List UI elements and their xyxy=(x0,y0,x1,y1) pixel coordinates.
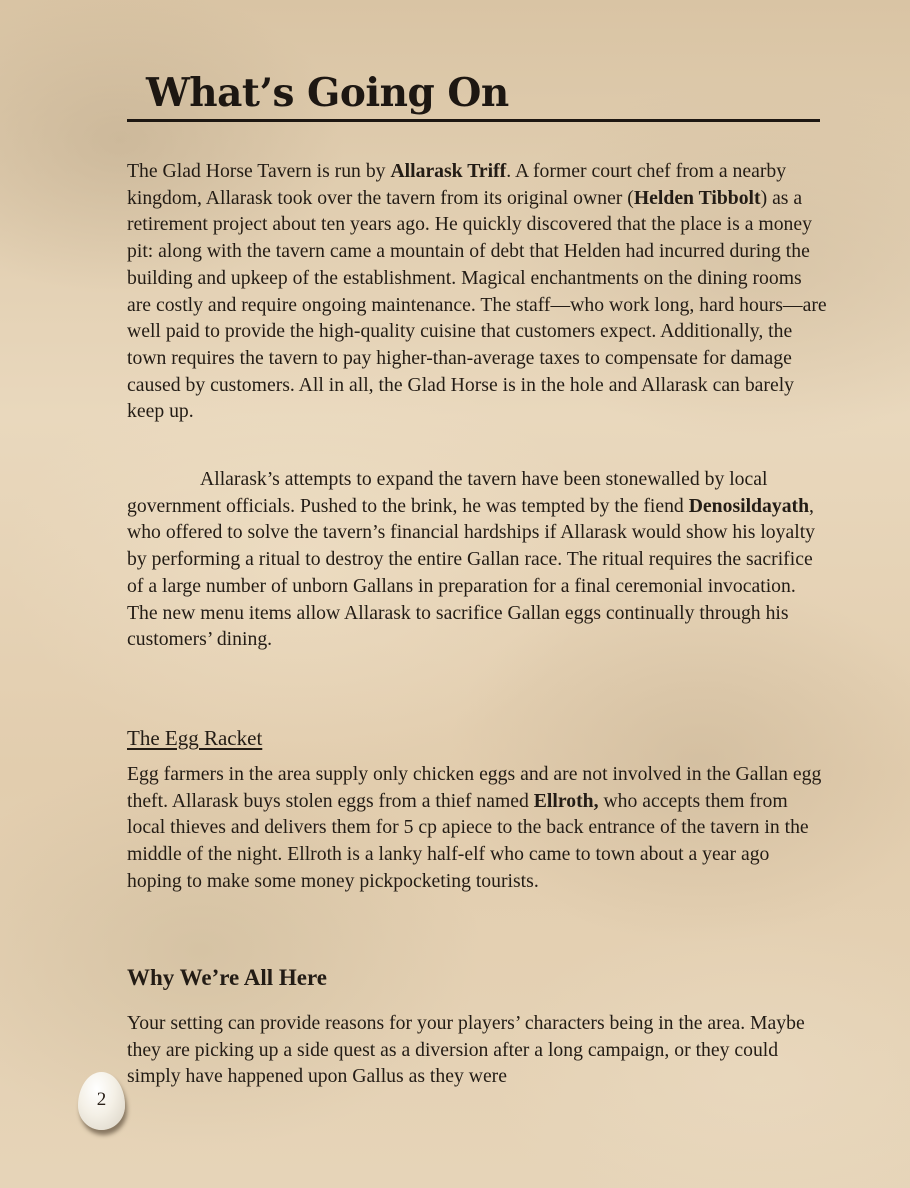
why-heading: Why We’re All Here xyxy=(127,965,327,990)
text-run: who accepts them from local thieves and delivers them for 5 cp apiece to the back entrance of the tavern in the middle of the night. Ellroth is a lanky half-elf who came to town about a year ago hoping to make some money pickpocketing tourists. xyxy=(127,789,809,892)
egg-racket-paragraph xyxy=(127,761,827,895)
egg-racket-text xyxy=(127,761,827,895)
bold-name: Ellroth, xyxy=(533,789,599,812)
text-run: . A former court chef from a nearby kingdom, Allarask took over the tavern from its original owner ( xyxy=(127,160,787,209)
intro-paragraph xyxy=(127,158,827,425)
text-run: Egg farmers in the area supply only chicken eggs and are not involved in the Gallan egg theft. Allarask buys stolen eggs from a thief named xyxy=(127,763,822,812)
expansion-paragraph xyxy=(127,466,827,653)
text-run: The Glad Horse Tavern is run by xyxy=(127,160,391,182)
intro-text xyxy=(127,158,827,425)
bold-name: Helden Tibbolt xyxy=(633,186,761,209)
expansion-text xyxy=(127,466,827,653)
text-run: Allarask’s attempts to expand the tavern have been stonewalled by local government officials. Pushed to the brink, he was tempted by the fiend xyxy=(127,468,768,517)
why-paragraph xyxy=(127,1010,827,1090)
why-text: Your setting can provide reasons for your players’ characters being in the area. Maybe they are picking up a side quest as a diversion after a long campaign, or they could simply have happened upon Gallus as they were xyxy=(127,1012,805,1088)
bold-name: Allarask Triff xyxy=(390,160,507,182)
text-run: ) as a retirement project about ten years ago. He quickly discovered that the place is a money pit: along with the tavern came a mountain of debt that Helden had incurred during the building and upkeep of the establishment. Magical enchantments on the dining rooms are costly and require ongoing maintenance. The staff—who work long, hard hours—are well paid to provide the high-quality cuisine that customers expect. Additionally, the town requires the tavern to pay higher-than-average taxes to compensate for damage caused by customers. All in all, the Glad Horse is in the hole and Allarask can barely keep up. xyxy=(127,186,827,423)
title-rule xyxy=(127,119,820,122)
text-run: , who offered to solve the tavern’s financial hardships if Allarask would show his loyalty by performing a ritual to destroy the entire Gallan race. The ritual requires the sacrifice of a large number of unborn Gallans in preparation for a final ceremonial invocation. The new menu items allow Allarask to sacrifice Gallan eggs continually through his customers’ dining. xyxy=(127,494,816,651)
page-number: 2 xyxy=(96,1089,107,1110)
egg-racket-heading: The Egg Racket xyxy=(127,726,263,750)
page-title: What’s Going On xyxy=(146,70,509,116)
bold-name: Denosildayath xyxy=(688,494,810,517)
egg-page-marker xyxy=(78,1072,125,1130)
